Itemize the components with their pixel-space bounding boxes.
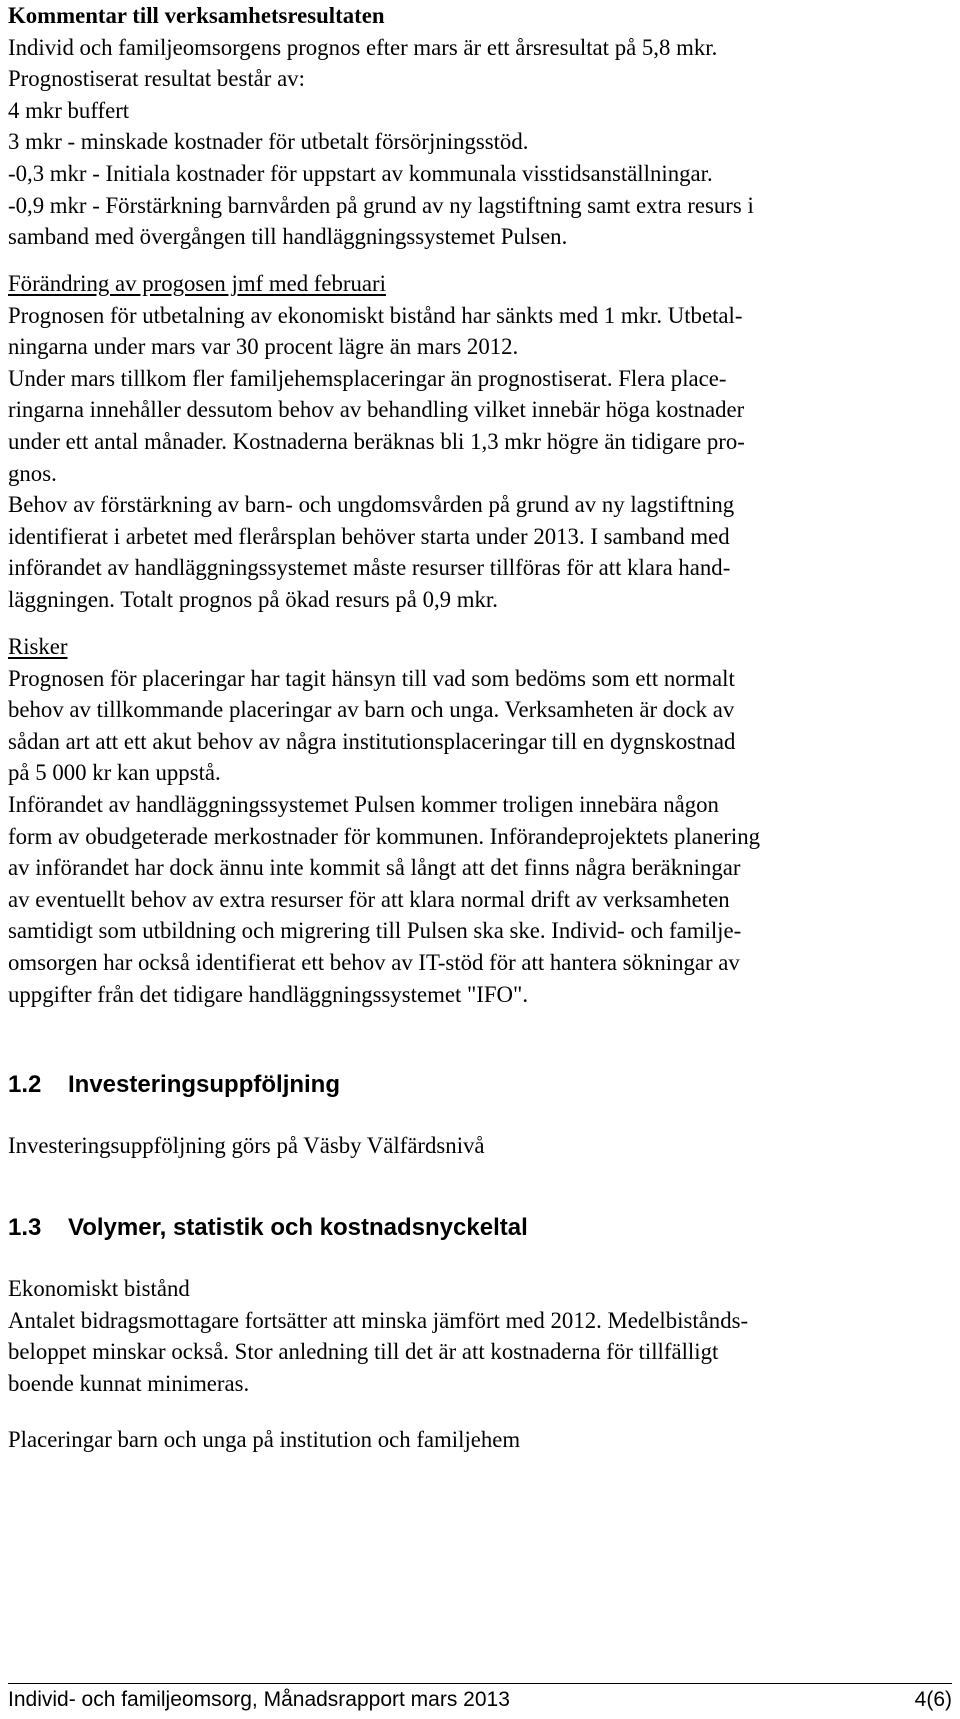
investment-title: Investeringsuppföljning [68,1071,341,1098]
change-line: införandet av handläggningssystemet måste resurser tillföras för att klara hand- [8,555,731,581]
risks-line: Införandet av handläggningssystemet Pulsen kommer troligen innebära någon [8,791,719,817]
change-line: Under mars tillkom fler familjehemsplaceringar än prognostiserat. Flera place- [8,365,727,391]
comment-line: -0,9 mkr - Förstärkning barnvården på grund av ny lagstiftning samt extra resurs i [8,192,754,218]
risks-heading: Risker [8,634,68,659]
change-line: ringarna innehåller dessutom behov av behandling vilket innebär höga kostnader [8,397,745,423]
volumes-title: Volymer, statistik och kostnadsnyckeltal [68,1214,528,1241]
change-line: läggningen. Totalt prognos på ökad resurs på 0,9 mkr. [8,586,498,612]
risks-line: samtidigt som utbildning och migrering till Pulsen ska ske. Individ- och familje- [8,918,742,944]
risks-line: av eventuellt behov av extra resurser för att klara normal drift av verksamheten [8,886,730,912]
placements-subheading: Placeringar barn och unga på institution och familjehem [8,1427,521,1452]
page-footer [8,1686,952,1714]
comment-line: 3 mkr - minskade kostnader för utbetalt försörjningsstöd. [8,129,529,155]
volumes-line: boende kunnat minimeras. [8,1370,250,1396]
risks-line: uppgifter från det tidigare handläggningssystemet "IFO". [8,981,529,1007]
comment-line: Individ och familjeomsorgens prognos efter mars är ett årsresultat på 5,8 mkr. [8,34,718,60]
change-line: Behov av förstärkning av barn- och ungdomsvården på grund av ny lagstiftning [8,492,735,518]
investment-section [8,1130,953,1162]
volumes-subheading: Ekonomiskt bistånd [8,1276,190,1301]
risks-line: Prognosen för placeringar har tagit hänsyn till vad som bedöms som ett normalt [8,665,735,691]
investment-text: Investeringsuppföljning görs på Väsby Välfärdsnivå [8,1133,485,1158]
comment-line: -0,3 mkr - Initiala kostnader för uppstart av kommunala visstidsanställningar. [8,160,713,186]
risks-line: omsorgen har också identifierat ett behov av IT-stöd för att hantera sökningar av [8,949,740,975]
page-number: 4(6) [914,1688,952,1711]
footer-title: Individ- och familjeomsorg, Månadsrapport mars 2013 [8,1688,510,1711]
change-line: identifierat i arbetet med flerårsplan behöver starta under 2013. I samband med [8,523,730,549]
volumes-line: Antalet bidragsmottagare fortsätter att minska jämfört med 2012. Medelbistånds- [8,1307,749,1333]
risks-line: form av obudgeterade merkostnader för kommunen. Införandeprojektets planering [8,823,761,849]
change-line: ningarna under mars var 30 procent lägre än mars 2012. [8,334,519,360]
comment-line: Prognostiserat resultat består av: [8,66,305,92]
comment-line: 4 mkr buffert [8,97,130,123]
footer-divider [8,1683,952,1684]
change-section [8,268,953,616]
change-heading: Förändring av progosen jmf med februari [8,271,386,296]
volumes-number: 1.3 [8,1214,42,1241]
volumes-section [8,1273,953,1399]
change-line: gnos. [8,460,57,486]
comment-section [8,0,953,253]
risks-line: av införandet har dock ännu inte kommit så långt att det finns några beräkningar [8,855,741,881]
risks-line: på 5 000 kr kan uppstå. [8,760,221,786]
volumes-heading [8,1213,528,1243]
volumes-line: beloppet minskar också. Stor anledning till det är att kostnaderna för tillfälligt [8,1339,719,1365]
change-line: Prognosen för utbetalning av ekonomiskt bistånd har sänkts med 1 mkr. Utbetal- [8,302,743,328]
comment-line: samband med övergången till handläggningssystemet Pulsen. [8,224,568,250]
comment-heading: Kommentar till verksamhetsresultaten [8,3,385,28]
placements-section [8,1424,953,1456]
investment-heading [8,1070,340,1100]
risks-section [8,631,953,1010]
investment-number: 1.2 [8,1071,42,1098]
risks-line: sådan art att ett akut behov av några institutionsplaceringar till en dygnskostnad [8,728,736,754]
risks-line: behov av tillkommande placeringar av barn och unga. Verksamheten är dock av [8,697,735,723]
change-line: under ett antal månader. Kostnaderna beräknas bli 1,3 mkr högre än tidigare pro- [8,428,745,454]
